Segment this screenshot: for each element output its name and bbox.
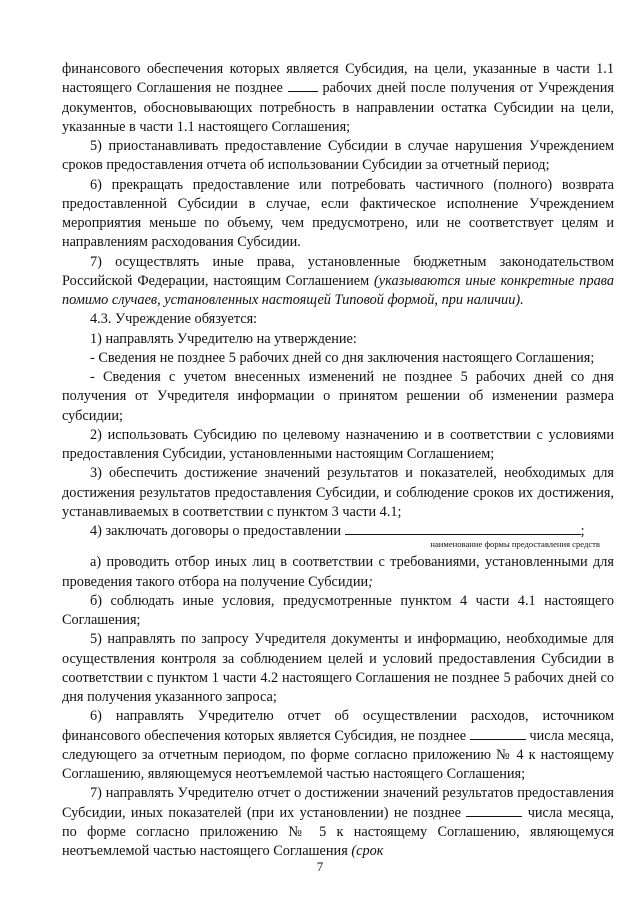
paragraph-5: 5) приостанавливать предоставление Субсидии в случае нарушения Учреждением сроков предоставления отчета об использовании Субсидии за отчетный период;	[62, 138, 614, 174]
text: финансового обеспечения которых является Субсидия, на цели, указанные в части 1.1 настоящего Соглашения не позднее	[62, 61, 614, 97]
item-7	[62, 784, 614, 861]
text: рабочих дней после получения от Учреждения документов, обосновывающих потребность в направлении остатка Субсидии на цели, указанные в части 1.1 настоящего Соглашения;	[62, 80, 614, 135]
section-heading-4-3: 4.3. Учреждение обязуется:	[90, 311, 258, 328]
document-page	[62, 60, 614, 861]
text: 7) осуществлять иные права, установленные бюджетным законодательством Российской Федерации, настоящим Соглашением	[62, 253, 614, 289]
text: ;	[368, 573, 373, 590]
caption-row	[62, 541, 614, 553]
italic-note: (указываются иные конкретные права помимо случаев, установленных настоящей Типовой формой, при наличии).	[62, 272, 614, 308]
text: числа месяца, следующего за отчетным периодом, по форме согласно приложению № 4 к настоящему Соглашению, являющемуся неотъемлемой частью настоящего Соглашения;	[62, 727, 614, 782]
item-4-b: б) соблюдать иные условия, предусмотренные пунктом 4 части 4.1 настоящего Соглашения;	[62, 592, 614, 628]
item-1-dash-b: - Сведения с учетом внесенных изменений не позднее 5 рабочих дней со дня получения от Учредителя информации о принятом решении об изменении размера субсидии;	[62, 369, 614, 424]
item-4: 4) заключать договоры о предоставлении ;	[90, 523, 585, 539]
italic-note: (срок	[351, 843, 384, 859]
field-caption: наименование формы предоставления средств	[430, 539, 600, 550]
blank-field	[345, 522, 581, 535]
item-4-a	[62, 553, 614, 592]
paragraph-continuation	[62, 60, 614, 137]
item-2: 2) использовать Субсидию по целевому назначению и в соответствии с условиями предоставления Субсидии, установленными настоящим Соглашением;	[62, 426, 614, 462]
text: 4) заключать договоры о предоставлении	[90, 523, 345, 539]
text: а) проводить отбор иных лиц в соответствии с требованиями, установленными для проведения такого отбора на получение Субсидии	[62, 554, 614, 590]
text: числа месяца, по форме согласно приложению № 5 к настоящему Соглашению, являющемуся неотъемлемой частью настоящего Соглашения	[62, 804, 614, 859]
text: 6) направлять Учредителю отчет об осуществлении расходов, источником финансового обеспечения которых является Субсидия, не позднее	[62, 708, 614, 744]
item-5: 5) направлять по запросу Учредителя документы и информацию, необходимые для осуществления контроля за соблюдением целей и условий предоставления Субсидии в соответствии с пунктом 1 части 4.2 настоящего Соглашения не позднее 5 рабочих дней со дня получения указанного запроса;	[62, 631, 614, 705]
paragraph-6: 6) прекращать предоставление или потребовать частичного (полного) возврата предоставленной Субсидии в случае, если фактическое исполнение Учреждением мероприятия меньше по объему, чем предусмотрено, или не соответствует целям и направлениям расходования Субсидии.	[62, 176, 614, 251]
blank-field	[466, 804, 522, 817]
item-3: 3) обеспечить достижение значений результатов и показателей, необходимых для достижения результатов предоставления Субсидии, и соблюдение сроков их достижения, устанавливаемых в соответствии с пунктом 3 части 4.1;	[62, 465, 614, 520]
item-1-dash-a: - Сведения не позднее 5 рабочих дней со дня заключения настоящего Соглашения;	[90, 349, 595, 366]
blank-field	[470, 727, 526, 740]
item-1: 1) направлять Учредителю на утверждение:	[90, 330, 357, 347]
page-number: 7	[316, 859, 324, 874]
text: 7) направлять Учредителю отчет о достижении значений результатов предоставления Субсидии, иных показателей (при их установлении) не позднее	[62, 785, 614, 821]
item-6	[62, 707, 614, 784]
paragraph-7	[62, 253, 614, 311]
blank-field	[288, 79, 318, 92]
